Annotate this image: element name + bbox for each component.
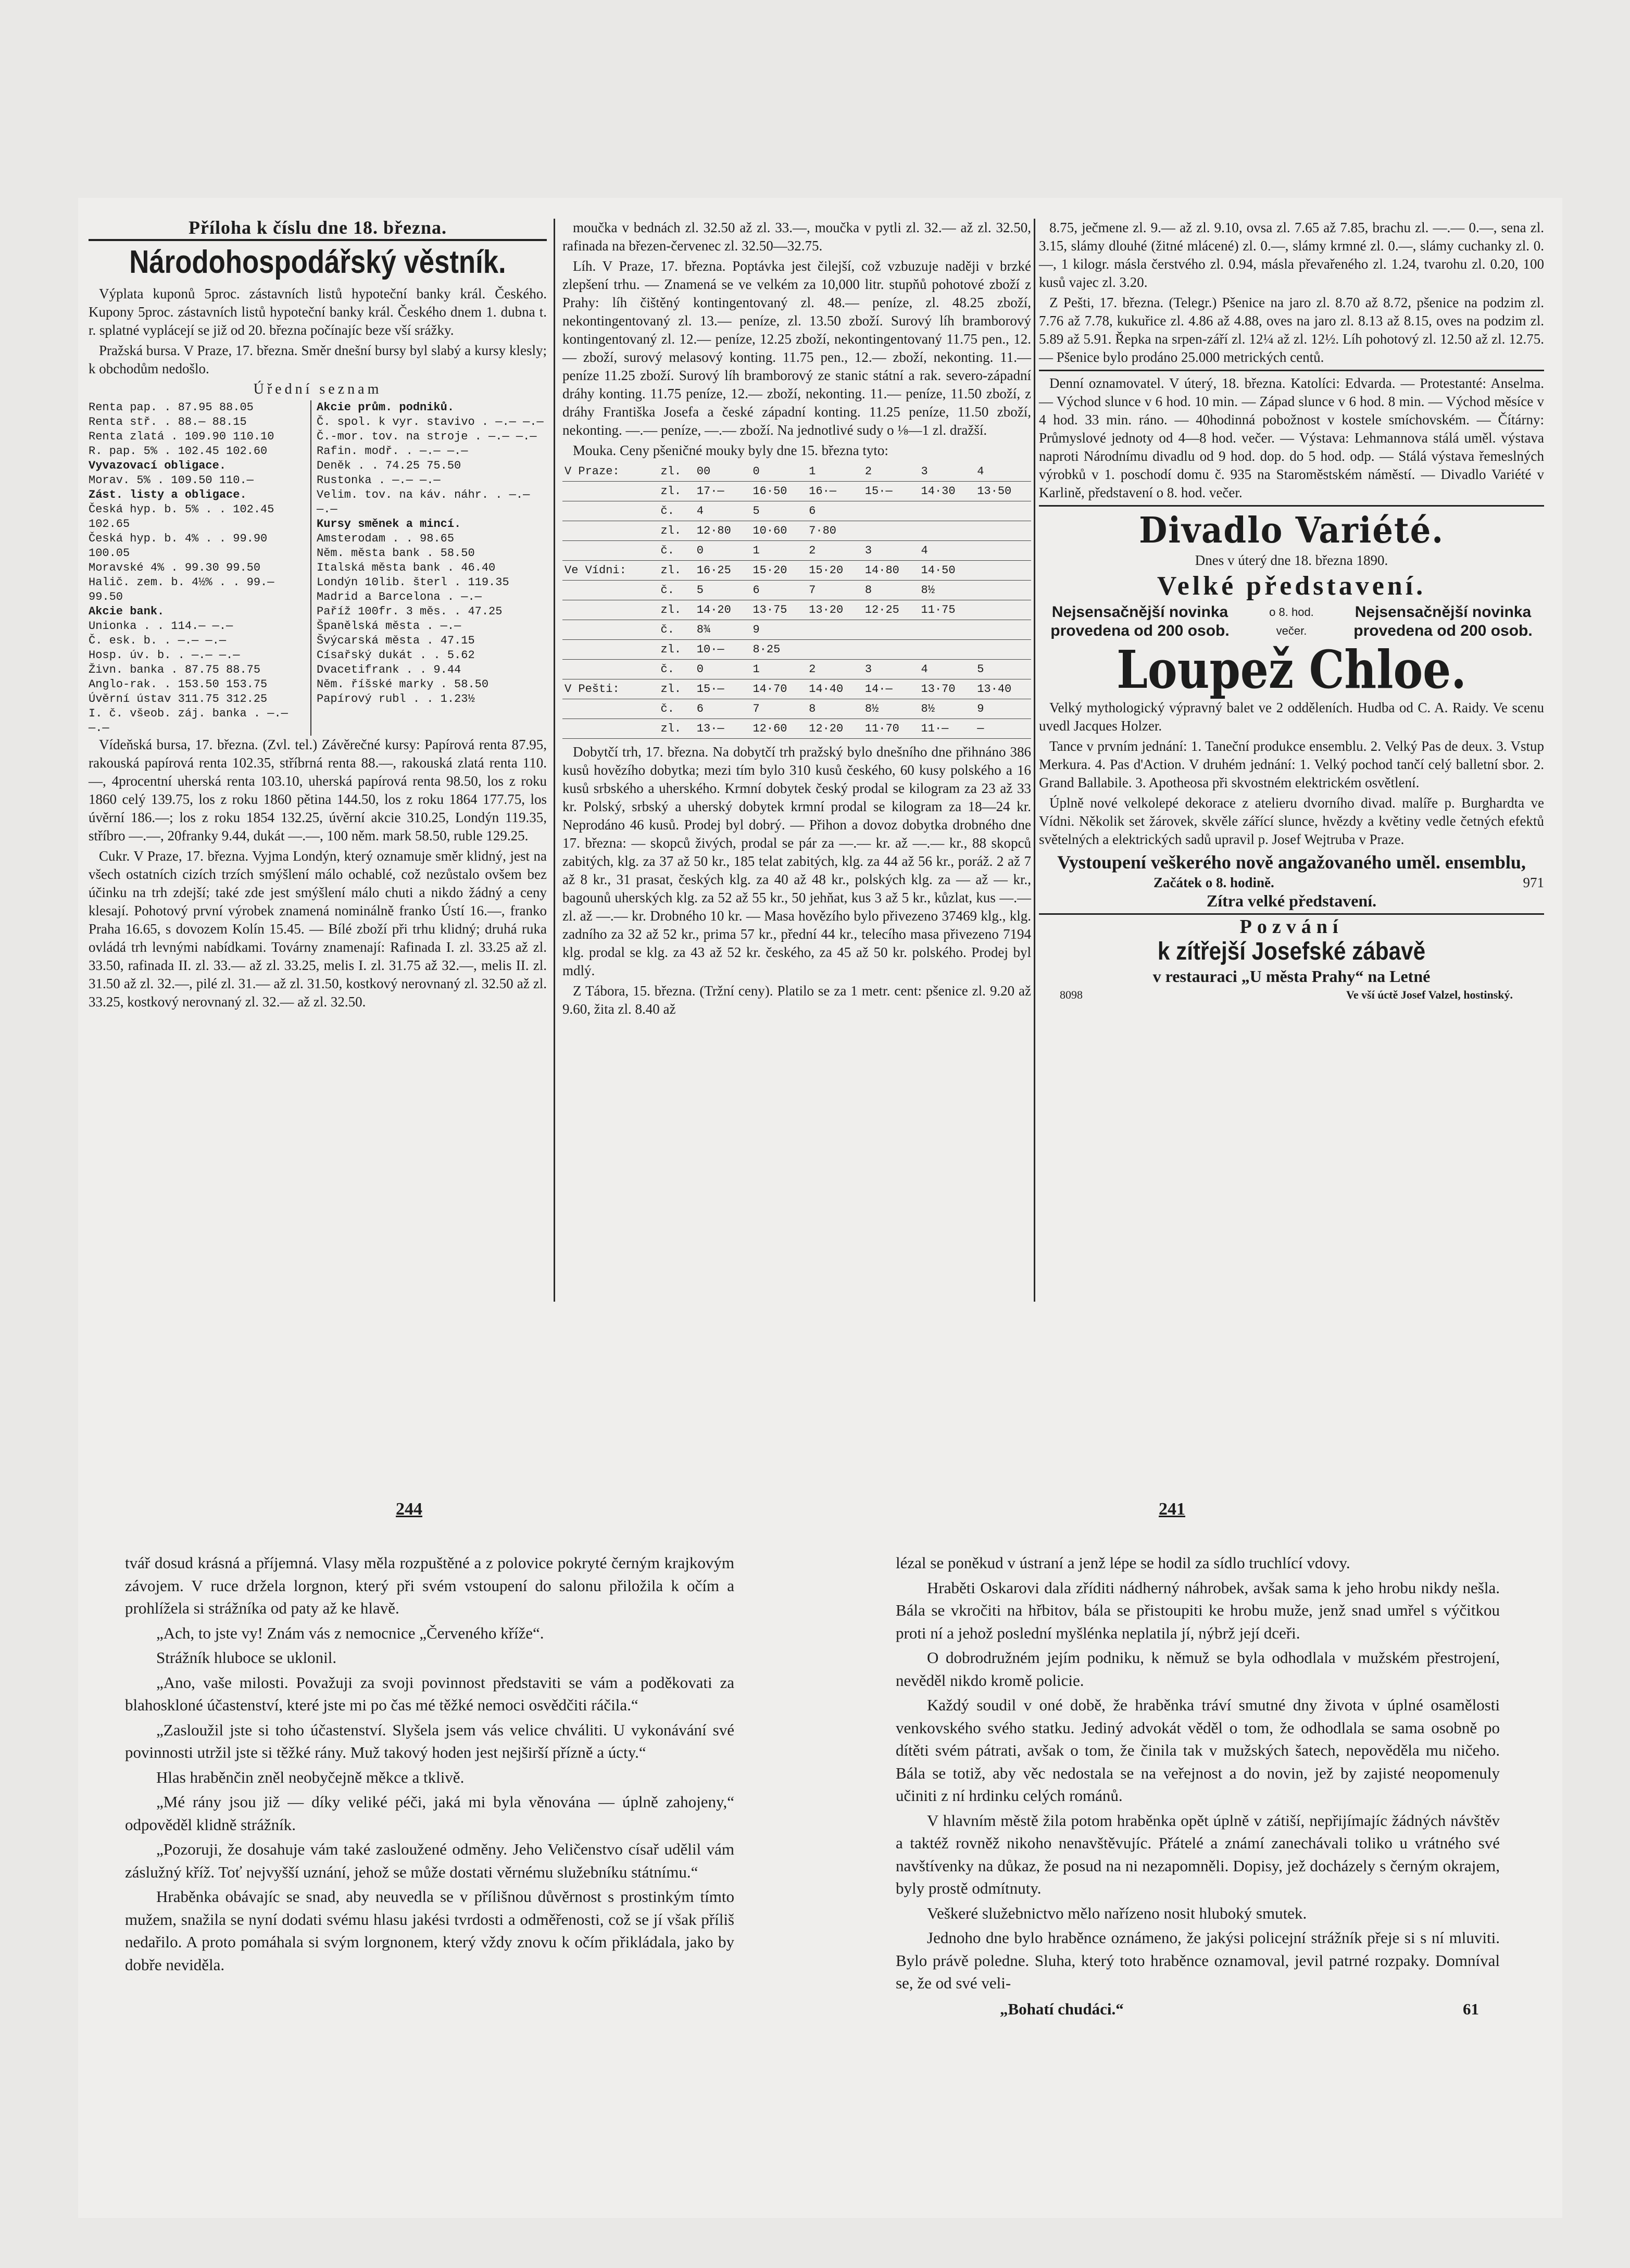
- table-cell: 0: [695, 660, 751, 679]
- paragraph-pest: Z Pešti, 17. března. (Telegr.) Pšenice na jaro zl. 8.70 až 8.72, pšenice na podzim zl. 7.76 až 7.78, kukuřice zl. 4.86 až 4.88, oves na jaro zl. 8.13 až 8.15, oves na podzim zl. 5.89 až 5.91. Řepka na srpen-září zl. 12¼ až zl. 12½. Líh pohotový zl. 12.50 až zl. 12.75. — Pšenice bylo prodáno 25.000 metrických centů.: [1039, 295, 1544, 365]
- story-paragraph: „Zasloužil jste si toho účastenství. Slyšela jsem vás velice chváliti. U vykonávání své povinnosti utržil jste si těžké rány. Muž takový hoden jest nejširší přízně a úcty.“: [125, 1720, 734, 1761]
- paragraph-jecmen: 8.75, ječmene zl. 9.— až zl. 9.10, ovsa zl. 7.65 až 7.85, brachu zl. —.— 0.—, sena zl. 3.15, slámy dlouhé (žitné mlácené) zl. 0.—, slámy krmné zl. 0.—, slámy cuchanky zl. 0.—, 1 kilogr. másla čerstvého zl. 0.94, másla převařeného zl. 1.24, tvarohu zl. 0.20, 100 kusů vajec zl. 3.20.: [1039, 220, 1544, 290]
- page-number-left: 244: [396, 1500, 422, 1519]
- table-cell: 15·20: [807, 561, 863, 581]
- story-paragraph: Veškeré služebnictvo mělo nařízeno nosit hluboký smutek.: [927, 1904, 1307, 1922]
- table-row: [562, 660, 1031, 679]
- table-cell: 15·—: [863, 482, 919, 501]
- table-row: [562, 482, 1031, 501]
- table-cell: 3: [863, 541, 919, 561]
- rate-line: Rafin. modř. . —.— —.—: [317, 445, 468, 458]
- table-cell: 10·60: [750, 521, 807, 541]
- ad-ensemble: Vystoupení veškerého nově angažovaného uměl. ensemblu,: [1057, 852, 1526, 873]
- ad-start: Začátek o 8. hodině.: [1153, 875, 1274, 890]
- table-cell: 8: [807, 699, 863, 719]
- column-markets: [562, 219, 1031, 1020]
- list-heading: Úřední seznam: [253, 381, 382, 397]
- table-row: [562, 600, 1031, 620]
- table-row: [562, 462, 1031, 482]
- table-cell: 13·20: [807, 600, 863, 620]
- table-cell: 14·80: [863, 561, 919, 581]
- section-title: Národohospodářský věstník.: [129, 244, 506, 280]
- table-cell: zl.: [659, 482, 695, 501]
- ad-time: o 8. hod. večer.: [1269, 606, 1314, 637]
- invite-signature: Ve vší úctě Josef Valzel, hostinský.: [1346, 988, 1513, 1001]
- table-row: [562, 581, 1031, 600]
- table-cell: [919, 501, 975, 521]
- rate-line: Renta stř. . 88.— 88.15: [89, 415, 247, 429]
- story-footer: [896, 1998, 1500, 2021]
- table-row: [562, 640, 1031, 660]
- ad-performance: Velké představení.: [1157, 571, 1426, 601]
- table-cell: [562, 521, 659, 541]
- table-cell: 16·—: [807, 482, 863, 501]
- rate-line: Renta pap. . 87.95 88.05: [89, 401, 254, 414]
- rate-line: Č.-mor. tov. na stroje . —.— —.—: [317, 430, 537, 443]
- table-cell: 5: [750, 501, 807, 521]
- rate-heading: Akcie bank.: [89, 605, 165, 618]
- table-cell: 8½: [863, 699, 919, 719]
- table-cell: [863, 620, 919, 640]
- table-cell: —: [975, 719, 1031, 739]
- table-cell: 14·30: [919, 482, 975, 501]
- table-cell: [562, 660, 659, 679]
- table-cell: [562, 501, 659, 521]
- ad-left-text: Nejsensačnější novinka provedena od 200 osob.: [1050, 603, 1230, 639]
- table-cell: zl.: [659, 600, 695, 620]
- rate-line: Anglo-rak. . 153.50 153.75: [89, 678, 268, 691]
- table-cell: [863, 640, 919, 660]
- story-paragraph: Hraběti Oskarovi dala zříditi nádherný náhrobek, avšak sama k jeho hrobu nikdy nešla. Bála se vkročiti na hřbitov, bála se přistoupiti ke hrobu muže, jenž snad umřel s výčitkou proti ní a jehož poslední myšlénka neplatila jí, nýbrž její dceři.: [896, 1578, 1500, 1642]
- table-cell: 14·40: [807, 679, 863, 699]
- story-paragraph: „Ano, vaše milosti. Považuji za svoji povinnost představiti se vám a poděkovati za blahoskloné účastenství, které jste mi po čas mé těžké nemoci osvědčiti ráčila.“: [125, 1673, 734, 1714]
- paragraph-oznamovatel: Denní oznamovatel. V úterý, 18. března. Katolíci: Edvarda. — Protestanté: Anselma. — Východ slunce v 6 hod. 10 min. — Západ slunce v 6 hod. 8 min. — Východ měsíce v 4 hod. 33 min. ráno. — 40hodinná pobožnost v kostele smíchovském. — Čítárny: Průmyslové jednoty od 4—8 hod. večer. — Výstava: Lehmannova stálá uměl. výstava naproti Národnímu divadlu od 9 hod. dop. do 5 hod. odp. — Stálá výstava řemeslných výrobků v 1. poschodí domu č. 935 na Staroměstském náměstí. — Divadlo Variété v Karlině, představení o 8. hod. večer.: [1039, 375, 1544, 500]
- table-cell: 8½: [919, 581, 975, 600]
- table-cell: 16·50: [750, 482, 807, 501]
- rate-line: Papírový rubl . . 1.23½: [317, 692, 475, 705]
- rate-line: Rustonka . —.— —.—: [317, 474, 441, 487]
- ad-start-row: [1039, 874, 1544, 892]
- story-paragraph: „Mé rány jsou již — díky veliké péči, jaká mi byla věnována — úplně zahojeny,“ odpověděl klidně strážník.: [125, 1793, 734, 1834]
- table-cell: 00: [695, 462, 751, 482]
- table-cell: 2: [807, 541, 863, 561]
- story-paragraph: Hlas hraběnčin zněl neobyčejně měkce a tklivě.: [156, 1768, 465, 1786]
- table-cell: 12·80: [695, 521, 751, 541]
- story-paragraph: Hraběnka obávajíc se snad, aby neuvedla se v přílišnou důvěrnost s prostinkým tímto mužem, snažila se nyní dodati svému hlasu jakési tvrdosti a odměřenosti, což se jí však příliš nedařilo. A proto pomáhala si svým lorgnonem, který vždy znovu k očím přikládala, jako by dobře neviděla.: [125, 1887, 734, 1974]
- table-cell: 3: [919, 462, 975, 482]
- ad-date: Dnes v úterý dne 18. března 1890.: [1195, 552, 1388, 568]
- table-cell: zl.: [659, 679, 695, 699]
- column-rule: [1034, 219, 1035, 1302]
- table-row: [562, 719, 1031, 739]
- table-cell: 6: [750, 581, 807, 600]
- table-cell: V Pešti:: [562, 679, 659, 699]
- footer-number: 61: [1463, 1999, 1479, 2018]
- table-cell: 13·75: [750, 600, 807, 620]
- table-cell: [807, 620, 863, 640]
- table-cell: 0: [750, 462, 807, 482]
- story-paragraph: O dobrodružném jejím podniku, k němuž se byla odhodlala v mužském přestrojení, nevěděl nikdo kromě policie.: [896, 1648, 1500, 1690]
- table-row: [562, 521, 1031, 541]
- table-cell: [562, 719, 659, 739]
- table-cell: 11·70: [863, 719, 919, 739]
- table-cell: [562, 600, 659, 620]
- rate-line: Paříž 100fr. 3 měs. . 47.25: [317, 605, 503, 618]
- ad-title: Divadlo Variété.: [1139, 510, 1444, 551]
- rates-left: [89, 400, 311, 736]
- rate-line: Švýcarská města . 47.15: [317, 634, 475, 647]
- paragraph-moucka: moučka v bednách zl. 32.50 až zl. 33.—, moučka v pytli zl. 32.— až zl. 32.50, rafinada na březen-červenec zl. 32.50—32.75.: [562, 220, 1031, 254]
- invite-number: 8098: [1060, 988, 1083, 1001]
- table-cell: 1: [750, 660, 807, 679]
- story-paragraph: tvář dosud krásná a příjemná. Vlasy měla rozpuštěné a z polovice pokryté černým krajkovým závojem. V ruce držela lorgnon, který při svém vstoupení do salonu přiložila k očím a prohlížela si strážníka od paty až ke hlavě.: [125, 1554, 734, 1617]
- rate-line: Česká hyp. b. 5% . . 102.45 102.65: [89, 503, 274, 531]
- table-row: [562, 541, 1031, 561]
- rate-line: Velim. tov. na káv. náhr. . —.— —.—: [317, 488, 530, 516]
- table-cell: 3: [863, 660, 919, 679]
- table-cell: [807, 640, 863, 660]
- table-row: [562, 679, 1031, 699]
- table-cell: [975, 501, 1031, 521]
- story-paragraph: Strážník hluboce se uklonil.: [156, 1648, 337, 1667]
- table-cell: [562, 541, 659, 561]
- paragraph-dobytek: Dobytčí trh, 17. března. Na dobytčí trh pražský bylo dnešního dne přihnáno 386 kusů hovězího dobytka; mezi tím bylo 310 kusů českého, 60 kusy polského a 16 kusů srbského a uherského. Krmní dobytek český prodal se kilogram za 23 až 33 kr. Polský, srbský a uherský dobytek krmní prodal se kilogram za 18—24 kr. Neprodáno 46 kusů. Prodej byl dobrý. — Přihon a dovoz dobytka drobného dne 17. března: — skopců živých, prodal se pár za —.— kr. až —.— kr., 88 skopců zabitých, klg. za 37 až 50 kr., 185 telat zabitých, klg. za 44 až 56 kr., poráž. 2 až 7 až 8 kr., 31 prasat, českých klg. za 40 až 48 kr., polských klg. za — až — kr., bagounů uherských klg. za 52 až 55 kr., 50 jehňat, kus 3 až 5 kr., kůzlat, kus —.— zl. až —.— kr. Drobného 10 kr. — Masa hovězího bylo přivezeno 37469 klg., klg. zadního za 32 až 52 kr., prima 57 kr., přední 44 kr., telecího masa přivezeno 7194 klg. prodal se klg. za 43 až 52 kr. českého, za 45 až 50 kr. polského. Prodej byl mdlý.: [562, 744, 1031, 978]
- table-cell: 14·—: [863, 679, 919, 699]
- story-right-column: [896, 1552, 1500, 2020]
- rates-right: [317, 400, 546, 736]
- page-number-right: 241: [1159, 1500, 1185, 1519]
- table-cell: 1: [807, 462, 863, 482]
- table-cell: 12·60: [750, 719, 807, 739]
- divider: [1039, 505, 1544, 507]
- table-cell: [975, 561, 1031, 581]
- rate-line: Něm. říšské marky . 58.50: [317, 678, 489, 691]
- table-cell: 11·—: [919, 719, 975, 739]
- table-cell: [562, 620, 659, 640]
- table-row: [562, 620, 1031, 640]
- table-cell: 2: [863, 462, 919, 482]
- table-cell: 7: [750, 699, 807, 719]
- ad-right-text: Nejsensačnější novinka provedena od 200 osob.: [1353, 603, 1533, 639]
- table-cell: 2: [807, 660, 863, 679]
- divider: [1039, 370, 1544, 371]
- table-cell: [562, 699, 659, 719]
- table-cell: 12·20: [807, 719, 863, 739]
- column-rule: [554, 219, 555, 1302]
- ad-paragraph: Úplně nové velkolepé dekorace z atelieru dvorního divad. malíře p. Burghardta ve Vídni. Několik set žárovek, skvěle zářící slunce, hvězdy a květiny vedle četných efektů světelných a elektrických sadů upravil p. Josef Wejtruba v Praze.: [1039, 795, 1544, 847]
- table-cell: 4: [919, 660, 975, 679]
- table-cell: [975, 600, 1031, 620]
- invite-title: k zítřejší Josefské zábavě: [1157, 938, 1426, 965]
- paragraph-lih: Líh. V Praze, 17. března. Poptávka jest čilejší, což vzbuzuje naději v brzké zlepšení trhu. — Znamená se ve velkém za 10,000 litr. stupňů pohotové zboží z Prahy: líh čištěný kontingentovaný zl. 48.— peníze, zl. 48.25 zboží, nekontingentovaný zl. 13.— peníze, zl. 13.50 zboží. Surový líh bramborový kontingentovaný zl. 12.— peníze, 12.25 zboží, nekontingentovaný 11.75 pen., 12.— zboží, surový melasový konting. 11.75 pen., 12.— zboží, nekonting. 11.— peníze 11.25 zboží. Surový líh bramborový ze stanic státní a rak. severo-západní dráhy konting. 11.75 peníze, 12.— zboží, nekonting. 11.— peníze, 11.50 zboží, z dráhy Františka Josefa a české západní konting. 11.25 peníze, 11.50 zboží, nekonting. —.— peníze, —.— zboží. Na jednotlivé sudy o ⅛—1 zl. dražší.: [562, 258, 1031, 438]
- invite-heading: Pozvání: [1239, 916, 1344, 938]
- table-cell: zl.: [659, 462, 695, 482]
- rate-heading: Kursy směnek a mincí.: [317, 518, 461, 531]
- table-cell: zl.: [659, 521, 695, 541]
- rate-line: Česká hyp. b. 4% . . 99.90 100.05: [89, 532, 268, 560]
- table-cell: č.: [659, 620, 695, 640]
- ad-tomorrow: Zítra velké představení.: [1039, 892, 1544, 915]
- table-cell: [919, 521, 975, 541]
- table-cell: [975, 521, 1031, 541]
- rate-line: Madrid a Barcelona . —.—: [317, 590, 482, 603]
- table-cell: 6: [807, 501, 863, 521]
- paragraph-viden: Vídeňská bursa, 17. března. (Zvl. tel.) Závěrečné kursy: Papírová renta 87.95, rakouská papírová renta 102.35, stříbrná renta 88.—, rakouská zlatá renta 110.—, 4procentní uherská renta 103.10, uherská papírová renta 98.50, los z roku 1860 celý 139.75, los z roku 1860 pětina 144.50, los z roku 1864 177.75, los úvěrní 186.—; los z roku 1854 132.25, úvěrní akcie 310.25, Londýn 119.35, stříbro —.—, 20franky 9.44, dukát —.—, 100 něm. mark 58.50, ruble 129.25.: [89, 737, 547, 843]
- table-cell: [919, 620, 975, 640]
- table-cell: 5: [975, 660, 1031, 679]
- table-row: [562, 699, 1031, 719]
- rate-line: Španělská města . —.—: [317, 620, 461, 633]
- table-cell: 13·40: [975, 679, 1031, 699]
- table-cell: 5: [695, 581, 751, 600]
- table-cell: [975, 541, 1031, 561]
- table-cell: č.: [659, 581, 695, 600]
- rate-line: Živn. banka . 87.75 88.75: [89, 663, 261, 676]
- rate-heading: Akcie prům. podniků.: [317, 401, 455, 414]
- table-cell: 12·25: [863, 600, 919, 620]
- table-cell: 9: [975, 699, 1031, 719]
- story-paragraph: lézal se poněkud v ústraní a jenž lépe se hodil za sídlo truchlící vdovy.: [896, 1554, 1350, 1572]
- table-row: [562, 561, 1031, 581]
- rates-table: [89, 400, 547, 736]
- column-ads: [1039, 219, 1544, 1004]
- table-cell: zl.: [659, 719, 695, 739]
- table-row: [562, 501, 1031, 521]
- story-paragraph: V hlavním městě žila potom hraběnka opět úplně v zátiší, nepřijímajíc žádných návštěv a taktéž rovněž nikoho nenavštěvujíc. Přátelé a známí zanechávali toliko u vrátného své navštívenky na důkaz, že posud na ni nezapomněli. Dopisy, jež docházely s černým okrajem, byly prostě odmítnuty.: [896, 1811, 1500, 1897]
- rate-line: Něm. města bank . 58.50: [317, 547, 475, 560]
- rate-heading: Vyvazovací obligace.: [89, 459, 227, 472]
- table-cell: č.: [659, 501, 695, 521]
- ad-paragraph: Velký mythologický výpravný balet ve 2 odděleních. Hudba od C. A. Raidy. Ve scenu uvedl Jacques Holzer.: [1039, 700, 1544, 734]
- table-cell: 13·—: [695, 719, 751, 739]
- rate-line: Deněk . . 74.25 75.50: [317, 459, 461, 472]
- table-cell: 14·50: [919, 561, 975, 581]
- ad-number: 971: [1523, 875, 1544, 890]
- table-cell: 7: [807, 581, 863, 600]
- table-cell: 7·80: [807, 521, 863, 541]
- ad-paragraph: Tance v prvním jednání: 1. Taneční produkce ensemblu. 2. Velký Pas de deux. 3. Vstup Merkura. 4. Pas d'Action. V druhém jednání: 1. Velký pochod tančí celý balletní sbor. 2. Grand Ballabile. 3. Apotheosa při skvostném elektrickém osvětlení.: [1039, 738, 1544, 790]
- rate-line: Úvěrní ústav 311.75 312.25: [89, 692, 268, 705]
- rate-line: Dvacetifrank . . 9.44: [317, 663, 461, 676]
- table-cell: 4: [919, 541, 975, 561]
- table-cell: 8: [863, 581, 919, 600]
- table-cell: 15·—: [695, 679, 751, 699]
- table-cell: 8½: [919, 699, 975, 719]
- table-cell: 9: [750, 620, 807, 640]
- paragraph-mouka: Mouka. Ceny pšeničné mouky byly dne 15. března tyto:: [573, 443, 888, 458]
- invite-place: v restauraci „U města Prahy“ na Letné: [1152, 967, 1431, 986]
- rate-line: Londýn 10lib. šterl . 119.35: [317, 576, 509, 589]
- rate-line: Italská města bank . 46.40: [317, 561, 496, 574]
- rate-line: R. pap. 5% . 102.45 102.60: [89, 445, 268, 458]
- rate-line: Morav. 5% . 109.50 110.—: [89, 474, 254, 487]
- table-cell: Ve Vídni:: [562, 561, 659, 581]
- table-cell: zl.: [659, 561, 695, 581]
- table-cell: [975, 640, 1031, 660]
- invite-sign-row: [1039, 986, 1544, 1004]
- rate-line: Moravské 4% . 99.30 99.50: [89, 561, 261, 574]
- table-cell: 6: [695, 699, 751, 719]
- table-cell: [863, 521, 919, 541]
- table-cell: 1: [750, 541, 807, 561]
- footer-title: „Bohatí chudáci.“: [1000, 1999, 1124, 2018]
- ad-two-column: [1039, 603, 1544, 640]
- rate-line: I. č. všeob. záj. banka . —.— —.—: [89, 707, 288, 735]
- paragraph-bursa: Pražská bursa. V Praze, 17. března. Směr dnešní bursy byl slabý a kursy klesly; k obchodům nedošlo.: [89, 343, 547, 376]
- supplement-heading: Příloha k číslu dne 18. března.: [89, 219, 547, 241]
- rate-line: Renta zlatá . 109.90 110.10: [89, 430, 274, 443]
- table-cell: 17·—: [695, 482, 751, 501]
- rate-line: Unionka . . 114.— —.—: [89, 620, 233, 633]
- table-cell: 8·25: [750, 640, 807, 660]
- table-cell: [975, 581, 1031, 600]
- table-cell: V Praze:: [562, 462, 659, 482]
- table-cell: 4: [695, 501, 751, 521]
- table-cell: 0: [695, 541, 751, 561]
- rate-line: Č. esk. b. . —.— —.—: [89, 634, 227, 647]
- table-cell: 4: [975, 462, 1031, 482]
- story-left-column: [125, 1552, 734, 1978]
- rate-heading: Zást. listy a obligace.: [89, 488, 247, 501]
- table-cell: 13·50: [975, 482, 1031, 501]
- table-cell: č.: [659, 660, 695, 679]
- rate-line: Halič. zem. b. 4½% . . 99.— 99.50: [89, 576, 274, 603]
- table-cell: 14·20: [695, 600, 751, 620]
- table-cell: [562, 640, 659, 660]
- table-cell: [562, 482, 659, 501]
- table-cell: č.: [659, 699, 695, 719]
- paragraph-cukr: Cukr. V Praze, 17. března. Vyjma Londýn, který oznamuje směr klidný, jest na všech ostatních cizích trzích smýšlení málo ochablé, což nezůstalo ovšem bez účinku na trh zdejší; také zde jest smýšlení málo chuti a nikdo žádný a ceny klesají. Pohotový první výrobek znamená nominálně franko Ústí 16.—, franko Praha 16.65, s dovozem Kolín 15.45. — Bílé zboží při trhu klidný; druhá ruka ovládá trh levnými nabídkami. Továrny znamenají: Rafinada I. zl. 33.25 až zl. 33.50, rafinada II. zl. 33.— až zl. 33.25, melis I. zl. 31.75 až 32.—, melis II. zl. 31.50 až zl. 32.—, pilé zl. 31.— až zl. 31.50, kostkový nerovnaný zl. 32.50 až zl. 33.25, kostkový nerovnaný zl. 32.— až zl. 32.50.: [89, 848, 547, 1010]
- flour-price-table: [562, 462, 1031, 739]
- table-cell: 13·70: [919, 679, 975, 699]
- rate-line: Č. spol. k vyr. stavivo . —.— —.—: [317, 415, 544, 429]
- paragraph-tabor: Z Tábora, 15. března. (Tržní ceny). Platilo se za 1 metr. cent: pšenice zl. 9.20 až 9.60, žita zl. 8.40 až: [562, 983, 1031, 1017]
- table-cell: č.: [659, 541, 695, 561]
- table-cell: 10·—: [695, 640, 751, 660]
- table-cell: 14·70: [750, 679, 807, 699]
- table-cell: [863, 501, 919, 521]
- story-paragraph: „Pozoruji, že dosahuje vám také zasloužené odměny. Jeho Veličenstvo císař udělil vám záslužný kříž. Toť nejvyšší uznání, jehož se může dostati věrnému služebníku státnímu.“: [125, 1840, 734, 1881]
- table-cell: 8¾: [695, 620, 751, 640]
- table-cell: 15·20: [750, 561, 807, 581]
- rate-line: Císařský dukát . . 5.62: [317, 649, 475, 662]
- table-cell: [562, 581, 659, 600]
- table-cell: zl.: [659, 640, 695, 660]
- ad-show-title: Loupež Chloe.: [1117, 639, 1466, 700]
- paragraph-kupony: Výplata kuponů 5proc. zástavních listů hypoteční banky král. Českého. Kupony 5proc. zástavních listů hypoteční banky král. Českého dnem 1. dubna t. r. splatné vyplácejí se již od 20. března počínajíc beze vší srážky.: [89, 286, 547, 338]
- rate-line: Amsterodam . . 98.65: [317, 532, 455, 545]
- table-cell: [975, 620, 1031, 640]
- story-paragraph: Jednoho dne bylo hraběnce oznámeno, že jakýsi policejní strážník přeje si s ní mluviti. Bylo právě poledne. Sluha, který toto hraběnce oznamoval, jevil patrné rozpaky. Domníval se, že od své veli-: [896, 1929, 1500, 1992]
- story-paragraph: Každý soudil v oné době, že hraběnka tráví smutné dny života v úplné osamělosti venkovského svého statku. Jediný advokát věděl o tom, že odhodlala se sama osobně po dítěti svém pátrati, avšak o tom, že činila tak v mužských šatech, nepověděla mu ničeho. Bála se totiž, aby věc nedostala se na veřejnost a do novin, jež by zajisté neopomenuly učiniti z ní hrdinku celých románů.: [896, 1696, 1500, 1805]
- story-paragraph: „Ach, to jste vy! Znám vás z nemocnice „Červeného kříže“.: [156, 1623, 544, 1642]
- column-economy: [89, 219, 547, 1013]
- table-cell: 11·75: [919, 600, 975, 620]
- rate-line: Hosp. úv. b. . —.— —.—: [89, 649, 240, 662]
- table-cell: [919, 640, 975, 660]
- table-cell: 16·25: [695, 561, 751, 581]
